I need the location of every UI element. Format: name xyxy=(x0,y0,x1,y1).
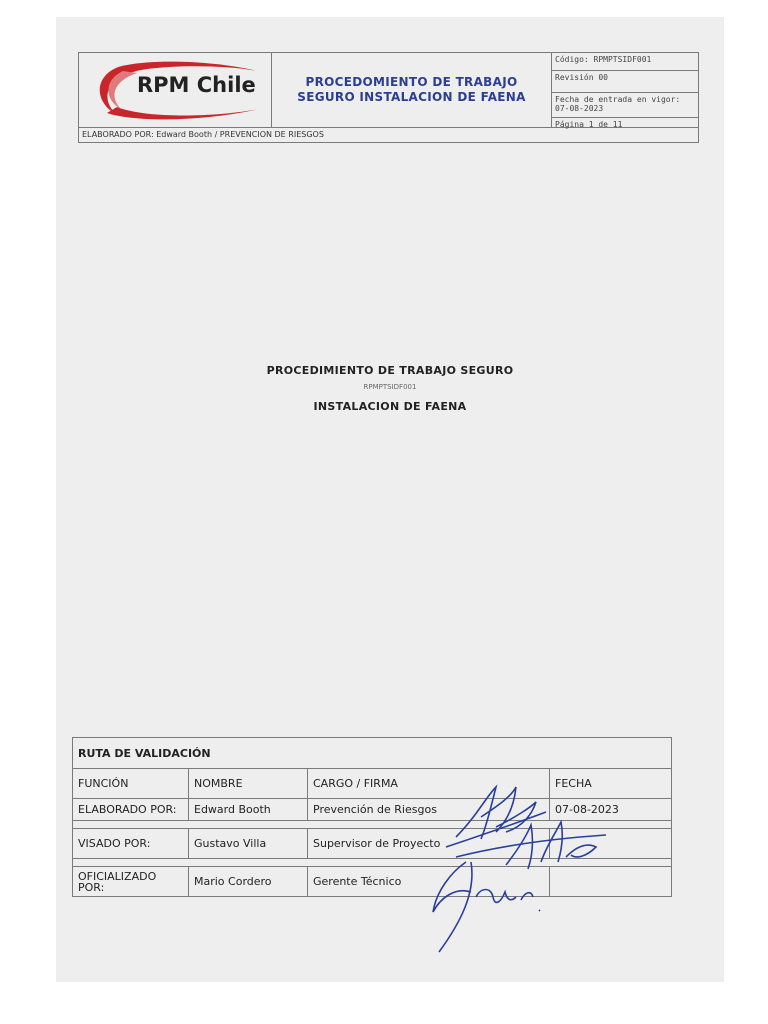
effective-date-value: 07-08-2023 xyxy=(555,104,604,113)
spacer-row xyxy=(73,821,672,829)
document-page xyxy=(56,17,724,982)
company-logo xyxy=(79,53,272,128)
table-header-row xyxy=(73,769,672,799)
document-metadata xyxy=(552,53,698,128)
revision-field: Revisión 00 xyxy=(552,71,698,93)
date-cell xyxy=(550,867,672,897)
table-row xyxy=(73,867,672,897)
spacer-row xyxy=(73,859,672,867)
name-cell: Gustavo Villa xyxy=(189,829,308,859)
cover-subtitle: INSTALACION DE FAENA xyxy=(313,400,467,413)
header-title-line1: PROCEDOMIENTO DE TRABAJO xyxy=(305,75,518,89)
document-header xyxy=(78,52,699,143)
page-number-field: Página 1 de 11 xyxy=(555,120,623,129)
column-header: FUNCIÓN xyxy=(73,769,189,799)
logo-text: RPM Chile xyxy=(137,73,256,97)
prepared-by-field: ELABORADO POR: Edward Booth / PREVENCION DE RIESGOS xyxy=(82,130,324,139)
column-header: NOMBRE xyxy=(189,769,308,799)
effective-date-field xyxy=(552,93,698,118)
validation-table xyxy=(72,737,672,897)
role-cell: VISADO POR: xyxy=(73,829,189,859)
position-cell: Supervisor de Proyecto xyxy=(308,829,550,859)
table-row xyxy=(73,829,672,859)
date-cell: 07-08-2023 xyxy=(550,799,672,821)
effective-date-label: Fecha de entrada en vigor: xyxy=(555,95,681,104)
name-cell: Mario Cordero xyxy=(189,867,308,897)
cover-title: PROCEDIMIENTO DE TRABAJO SEGURO xyxy=(266,364,514,377)
name-cell: Edward Booth xyxy=(189,799,308,821)
header-title xyxy=(272,53,552,128)
validation-table-title: RUTA DE VALIDACIÓN xyxy=(73,738,672,769)
column-header: CARGO / FIRMA xyxy=(308,769,550,799)
role-cell: OFICIALIZADO POR: xyxy=(73,867,189,897)
column-header: FECHA xyxy=(550,769,672,799)
position-cell: Prevención de Riesgos xyxy=(308,799,550,821)
code-field: Código: RPMPTSIDF001 xyxy=(552,53,698,71)
cover-code: RPMPTSIDF001 xyxy=(363,383,417,391)
position-cell: Gerente Técnico xyxy=(308,867,550,897)
date-cell xyxy=(550,829,672,859)
header-title-line2: SEGURO INSTALACION DE FAENA xyxy=(297,90,526,104)
table-row xyxy=(73,799,672,821)
role-cell: ELABORADO POR: xyxy=(73,799,189,821)
